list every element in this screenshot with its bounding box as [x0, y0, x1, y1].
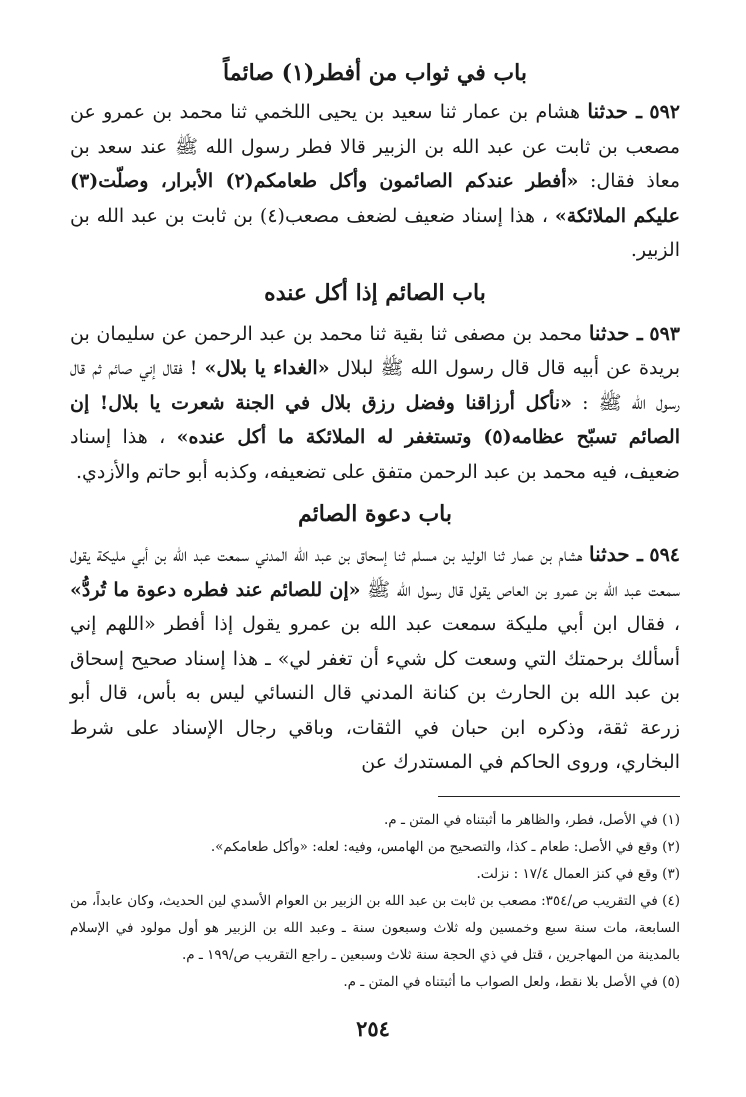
- hadith-quote: «أفطر عندكم الصائمون وأكل طعامكم(٢) الأبرار، وصلّت(٣) عليكم الملائكة»: [70, 170, 680, 227]
- footnote: (٤) في التقريب ص/٣٥٤: مصعب بن ثابت بن عبد الله بن الزبير بن العوام الأسدي لين الحديث، وكان عابداً، من السابعة، مات سنة سبع وخمسين وله ثلاث وسبعون سنة ـ وعبد الله بن الزبير هو أول مولود في الإسلام بالمدينة من المهاجرين ، قتل في ذي الحجة سنة ثلاث وسبعين ـ راجع التقريب ص/١٩٩ ـ م.: [70, 892, 680, 963]
- isnad-text: محمد بن مصفى ثنا بقية ثنا محمد بن عبد الرحمن عن سليمان بن بريدة عن أبيه قال قال رسول الله ﷺ لبلال: [70, 322, 680, 379]
- footnote: (٥) في الأصل بلا نقط، ولعل الصواب ما أثبتناه في المتن ـ م.: [343, 973, 680, 990]
- haddathana-label: ـ حدثنا: [588, 320, 643, 345]
- hadith-number: ٥٩٢: [649, 101, 680, 123]
- chapter-heading: باب دعوة الصائم: [297, 501, 453, 527]
- footnote-divider: [438, 796, 680, 797]
- narration-text: ! فقال إني صائم ثم قال رسول الله ﷺ :: [70, 357, 681, 414]
- isnad-text: هشام بن عمار ثنا الوليد بن مسلم ثنا إسحاق بن عبد الله المدني سمعت عبد الله بن أبي مليكة يقول سمعت عبد الله بن عمرو بن العاص يقول قال رسول الله ﷺ: [70, 544, 680, 601]
- grading-text: ، هذا إسناد ضعيف، فيه محمد بن عبد الرحمن متفق على تضعيفه، وكذبه أبو حاتم والأزدي.: [70, 426, 680, 483]
- hadith-paragraph: [70, 316, 680, 490]
- hadith-quote: «إن للصائم عند فطره دعوة ما تُردُّ»: [70, 578, 361, 601]
- footnote: (٣) وقع في كنز العمال ١٧/٤ : نزلت.: [476, 865, 680, 882]
- hadith-paragraph: [70, 537, 680, 780]
- haddathana-label: ـ حدثنا: [587, 99, 643, 123]
- chapter-heading: باب في ثواب من أفطر(١) صائماً: [223, 60, 527, 86]
- grading-text: ، هذا إسناد ضعيف لضعف مصعب(٤) بن ثابت بن عبد الله بن الزبير.: [70, 204, 680, 261]
- hadith-quote: «نأكل أرزاقنا وفضل رزق بلال في الجنة شعرت يا بلال! إن الصائم تسبّح عظامه(٥) وتستغفر له الملائكة ما أكل عنده»: [70, 391, 680, 448]
- isnad-text: هشام بن عمار ثنا سعيد بن يحيى اللخمي ثنا محمد بن عمرو عن مصعب بن ثابت عن عبد الله بن الزبير قالا فطر رسول الله ﷺ عند سعد بن معاذ فقال:: [70, 101, 680, 192]
- footnotes: [70, 807, 680, 996]
- hadith-number: ٥٩٤: [649, 544, 680, 566]
- page-number: ٢٥٤: [356, 1016, 390, 1041]
- footnote: (١) في الأصل، فطر، والظاهر ما أثبتناه في المتن ـ م.: [384, 811, 680, 828]
- hadith-paragraph: [70, 94, 680, 268]
- hadith-quote: «الغداء يا بلال»: [204, 357, 330, 379]
- grading-text: ، فقال ابن أبي مليكة سمعت عبد الله بن عمرو يقول إذا أفطر «اللهم إني أسألك برحمتك التي وسعت كل شيء أن تغفر لي» ـ هذا إسناد صحيح إسحاق بن عبد الله بن الحارث بن كنانة المدني قال النسائي ليس به بأس، قال أبو زرعة ثقة، وذكره ابن حبان في الثقات، وباقي رجال الإسناد على شرط البخاري، وروى الحاكم في المستدرك عن: [70, 613, 680, 773]
- haddathana-label: ـ حدثنا: [589, 542, 643, 566]
- hadith-number: ٥٩٣: [649, 322, 681, 345]
- footnote: (٢) وقع في الأصل: طعام ـ كذا، والتصحيح من الهامس، وفيه: لعله: «وأكل طعامكم».: [210, 838, 680, 855]
- chapter-heading: باب الصائم إذا أكل عنده: [264, 279, 486, 306]
